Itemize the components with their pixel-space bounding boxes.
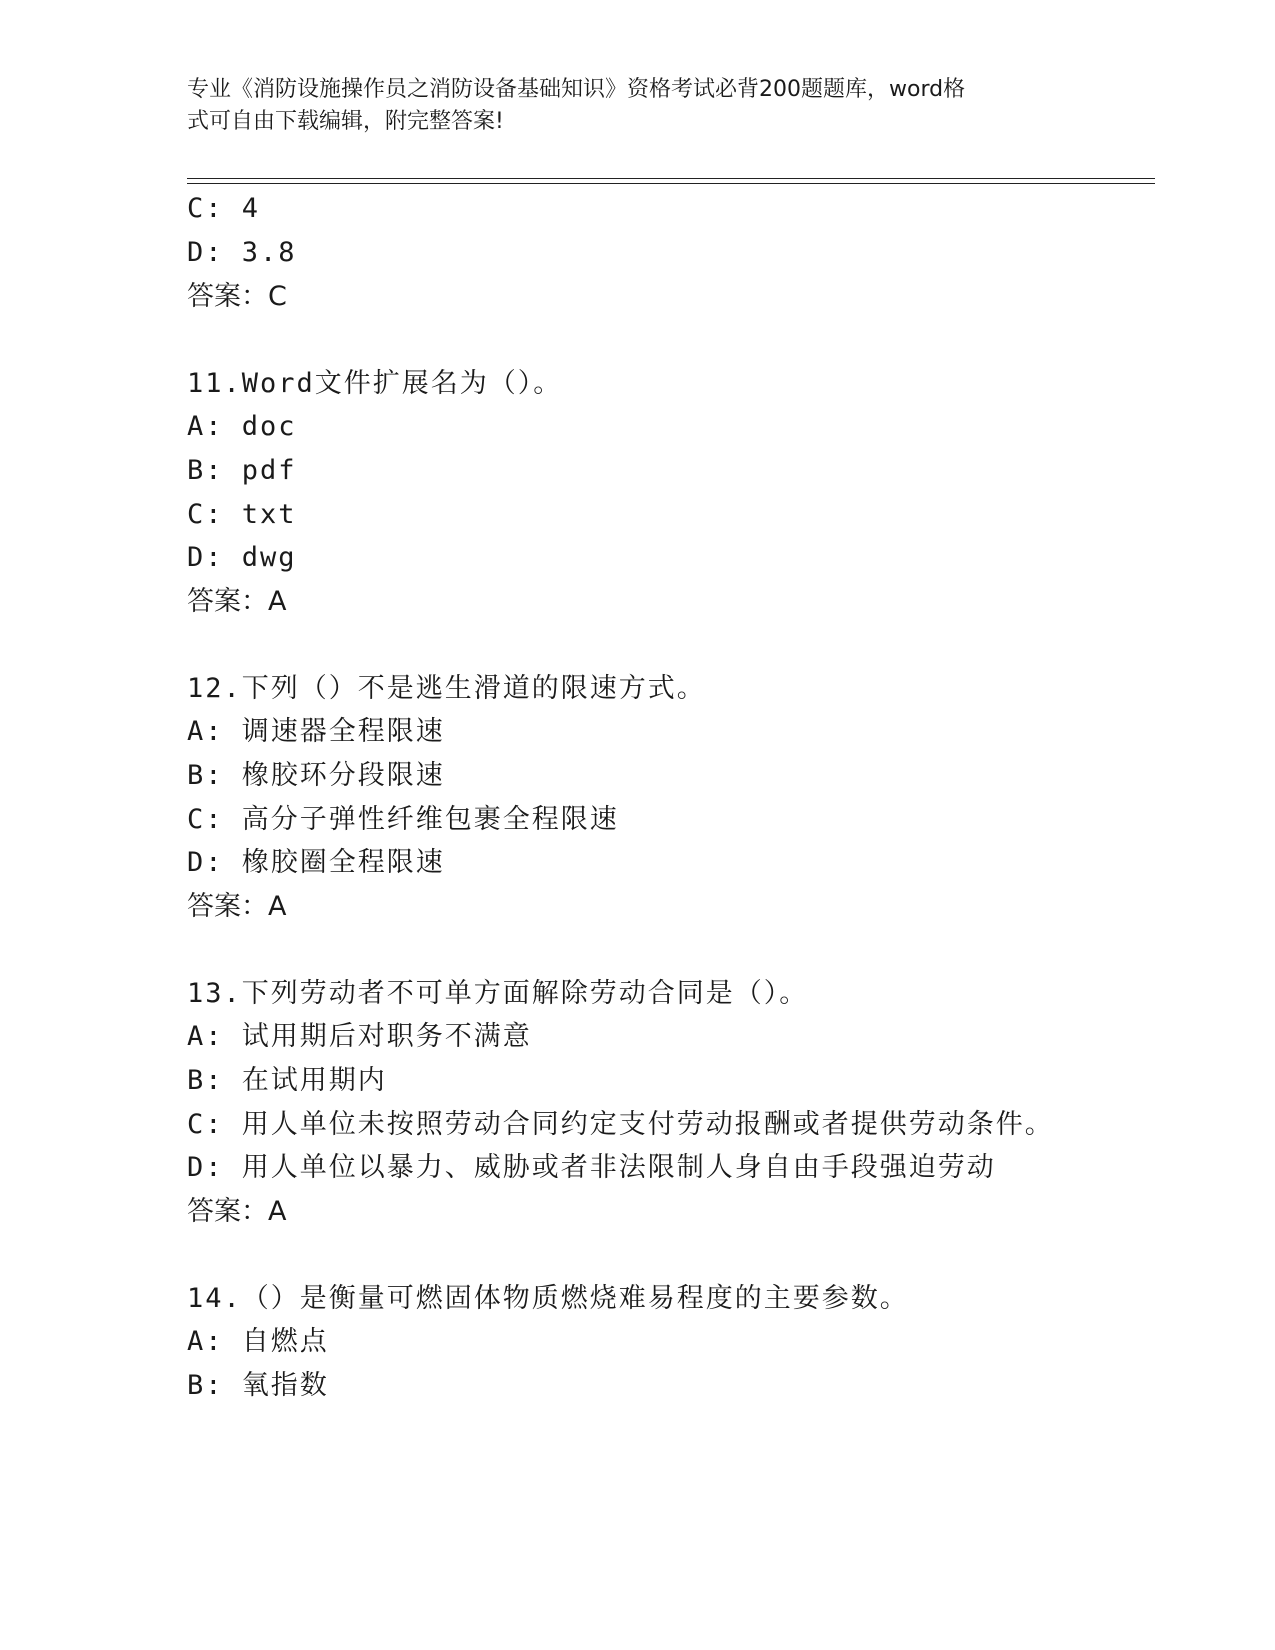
question-13-answer: 答案：A (187, 1196, 287, 1227)
header-divider-bottom (187, 183, 1155, 184)
question-12-option-c: C: 高分子弹性纤维包裹全程限速 (187, 804, 619, 835)
question-13-stem: 13.下列劳动者不可单方面解除劳动合同是（）。 (187, 978, 809, 1009)
header-line-1: 专业《消防设施操作员之消防设备基础知识》资格考试必背200题题库，word格 (187, 77, 966, 102)
question-14-stem: 14.（）是衡量可燃固体物质燃烧难易程度的主要参数。 (187, 1283, 909, 1314)
answer: 答案：C (187, 281, 287, 312)
option-c: C: 4 (187, 193, 261, 224)
option-d: D: 3.8 (187, 237, 297, 268)
question-11-answer: 答案：A (187, 586, 287, 617)
question-14-option-b: B: 氧指数 (187, 1370, 329, 1401)
question-13-option-d: D: 用人单位以暴力、威胁或者非法限制人身自由手段强迫劳动 (187, 1152, 996, 1183)
question-13-option-c: C: 用人单位未按照劳动合同约定支付劳动报酬或者提供劳动条件。 (187, 1109, 1054, 1140)
question-12-option-b: B: 橡胶环分段限速 (187, 760, 445, 791)
question-12-option-a: A: 调速器全程限速 (187, 716, 445, 747)
question-11-option-a: A: doc (187, 411, 297, 442)
question-11-stem: 11.Word文件扩展名为（）。 (187, 368, 563, 399)
question-11-option-c: C: txt (187, 499, 297, 530)
question-13-option-a: A: 试用期后对职务不满意 (187, 1021, 532, 1052)
header-line-2: 式可自由下载编辑，附完整答案! (187, 109, 504, 134)
document-header (187, 74, 1067, 138)
question-12-option-d: D: 橡胶圈全程限速 (187, 847, 445, 878)
question-11-option-d: D: dwg (187, 542, 297, 573)
question-12-answer: 答案：A (187, 891, 287, 922)
header-divider-top (187, 178, 1155, 179)
question-13-option-b: B: 在试用期内 (187, 1065, 387, 1096)
question-11-option-b: B: pdf (187, 455, 297, 486)
question-14-option-a: A: 自燃点 (187, 1326, 329, 1357)
question-12-stem: 12.下列（）不是逃生滑道的限速方式。 (187, 673, 706, 704)
